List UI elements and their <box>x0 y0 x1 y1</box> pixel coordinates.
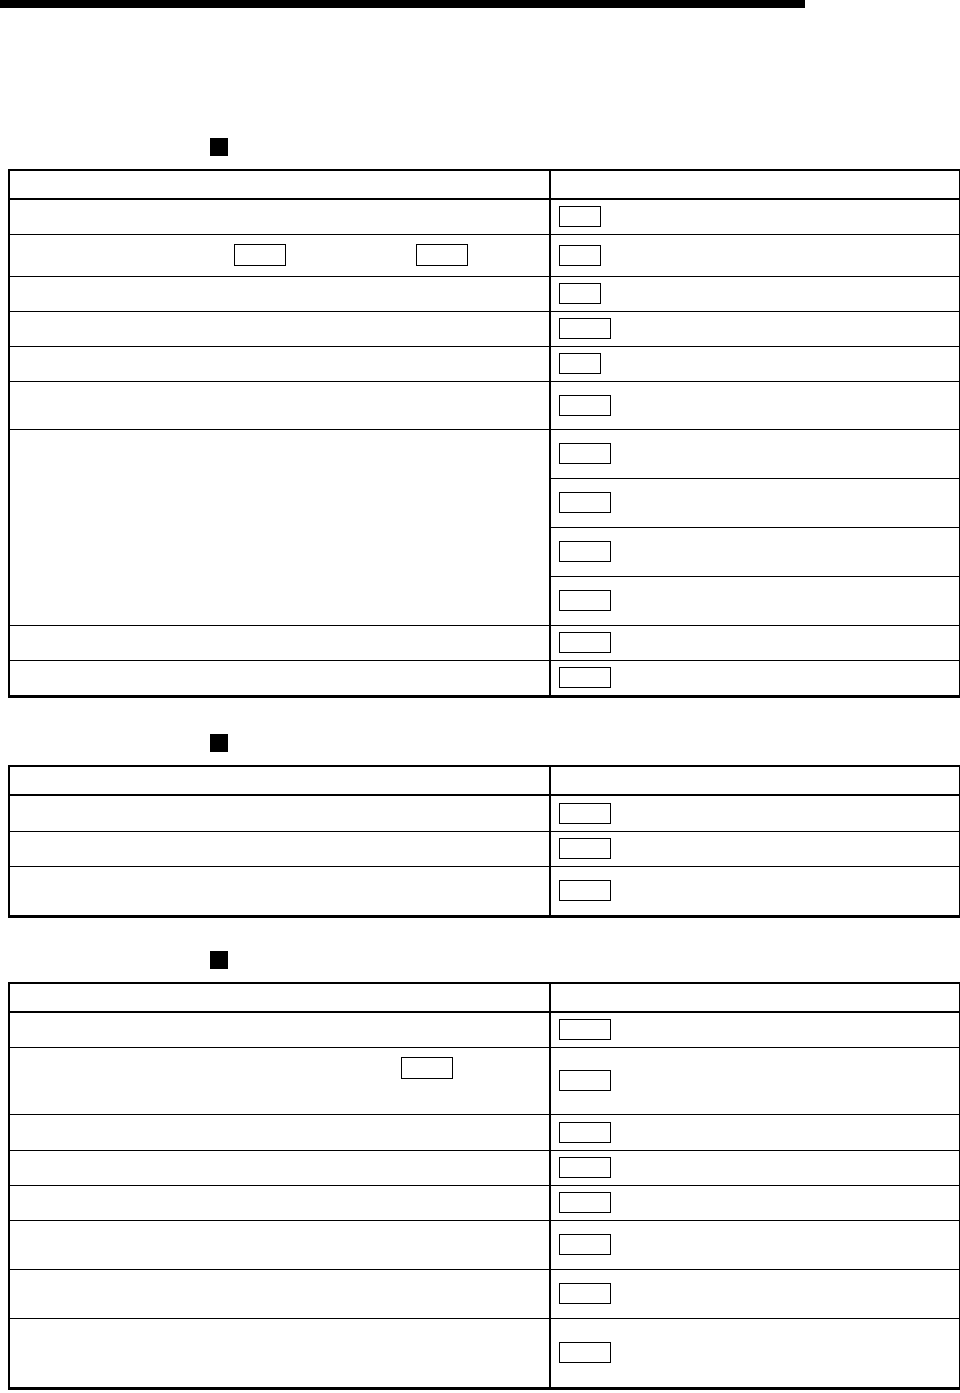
table-row <box>9 199 960 234</box>
table-header-row <box>9 170 960 199</box>
inline-reference-box <box>401 1057 453 1079</box>
reference-box <box>559 1070 611 1091</box>
table-row <box>9 346 960 381</box>
table-row <box>9 1220 960 1269</box>
section-2-table <box>8 765 960 918</box>
table-row <box>9 1012 960 1047</box>
table-row <box>9 625 960 660</box>
header-cell-reference <box>550 983 960 1012</box>
reference-box <box>559 803 611 824</box>
reference-box <box>559 245 601 266</box>
section-1-table <box>8 169 960 698</box>
table-row <box>9 1185 960 1220</box>
table-row <box>9 1318 960 1388</box>
reference-box <box>559 838 611 859</box>
header-cell-item <box>9 170 550 199</box>
table-row <box>9 660 960 696</box>
table-header-row <box>9 766 960 795</box>
reference-box <box>559 1192 611 1213</box>
reference-box <box>559 632 611 653</box>
reference-box <box>559 283 601 304</box>
reference-box <box>559 590 611 611</box>
merged-cell <box>9 429 550 625</box>
table-row <box>9 866 960 916</box>
reference-box <box>559 880 611 901</box>
reference-box <box>559 1122 611 1143</box>
reference-box <box>559 492 611 513</box>
header-cell-reference <box>550 766 960 795</box>
table-row <box>9 1269 960 1318</box>
table-row <box>9 311 960 346</box>
reference-box <box>559 395 611 416</box>
header-cell-item <box>9 983 550 1012</box>
black-square-icon <box>210 138 228 156</box>
reference-box <box>559 1283 611 1304</box>
reference-box <box>559 1019 611 1040</box>
section-3-table <box>8 982 960 1390</box>
table-row <box>9 234 960 276</box>
table-row <box>9 1150 960 1185</box>
table-row <box>9 795 960 831</box>
table-row <box>9 831 960 866</box>
black-square-icon <box>210 734 228 752</box>
header-rule <box>0 0 805 8</box>
inline-reference-box <box>416 244 468 266</box>
reference-box <box>559 206 601 227</box>
table-row <box>9 429 960 478</box>
table-header-row <box>9 983 960 1012</box>
table-row <box>9 276 960 311</box>
table-row <box>9 381 960 429</box>
reference-box <box>559 667 611 688</box>
inline-reference-box <box>234 244 286 266</box>
header-cell-reference <box>550 170 960 199</box>
reference-box <box>559 353 601 374</box>
table-row <box>9 1114 960 1150</box>
header-cell-item <box>9 766 550 795</box>
reference-box <box>559 541 611 562</box>
reference-box <box>559 1342 611 1363</box>
reference-box <box>559 1157 611 1178</box>
reference-box <box>559 318 611 339</box>
black-square-icon <box>210 951 228 969</box>
reference-box <box>559 443 611 464</box>
reference-box <box>559 1234 611 1255</box>
table-row <box>9 1047 960 1114</box>
